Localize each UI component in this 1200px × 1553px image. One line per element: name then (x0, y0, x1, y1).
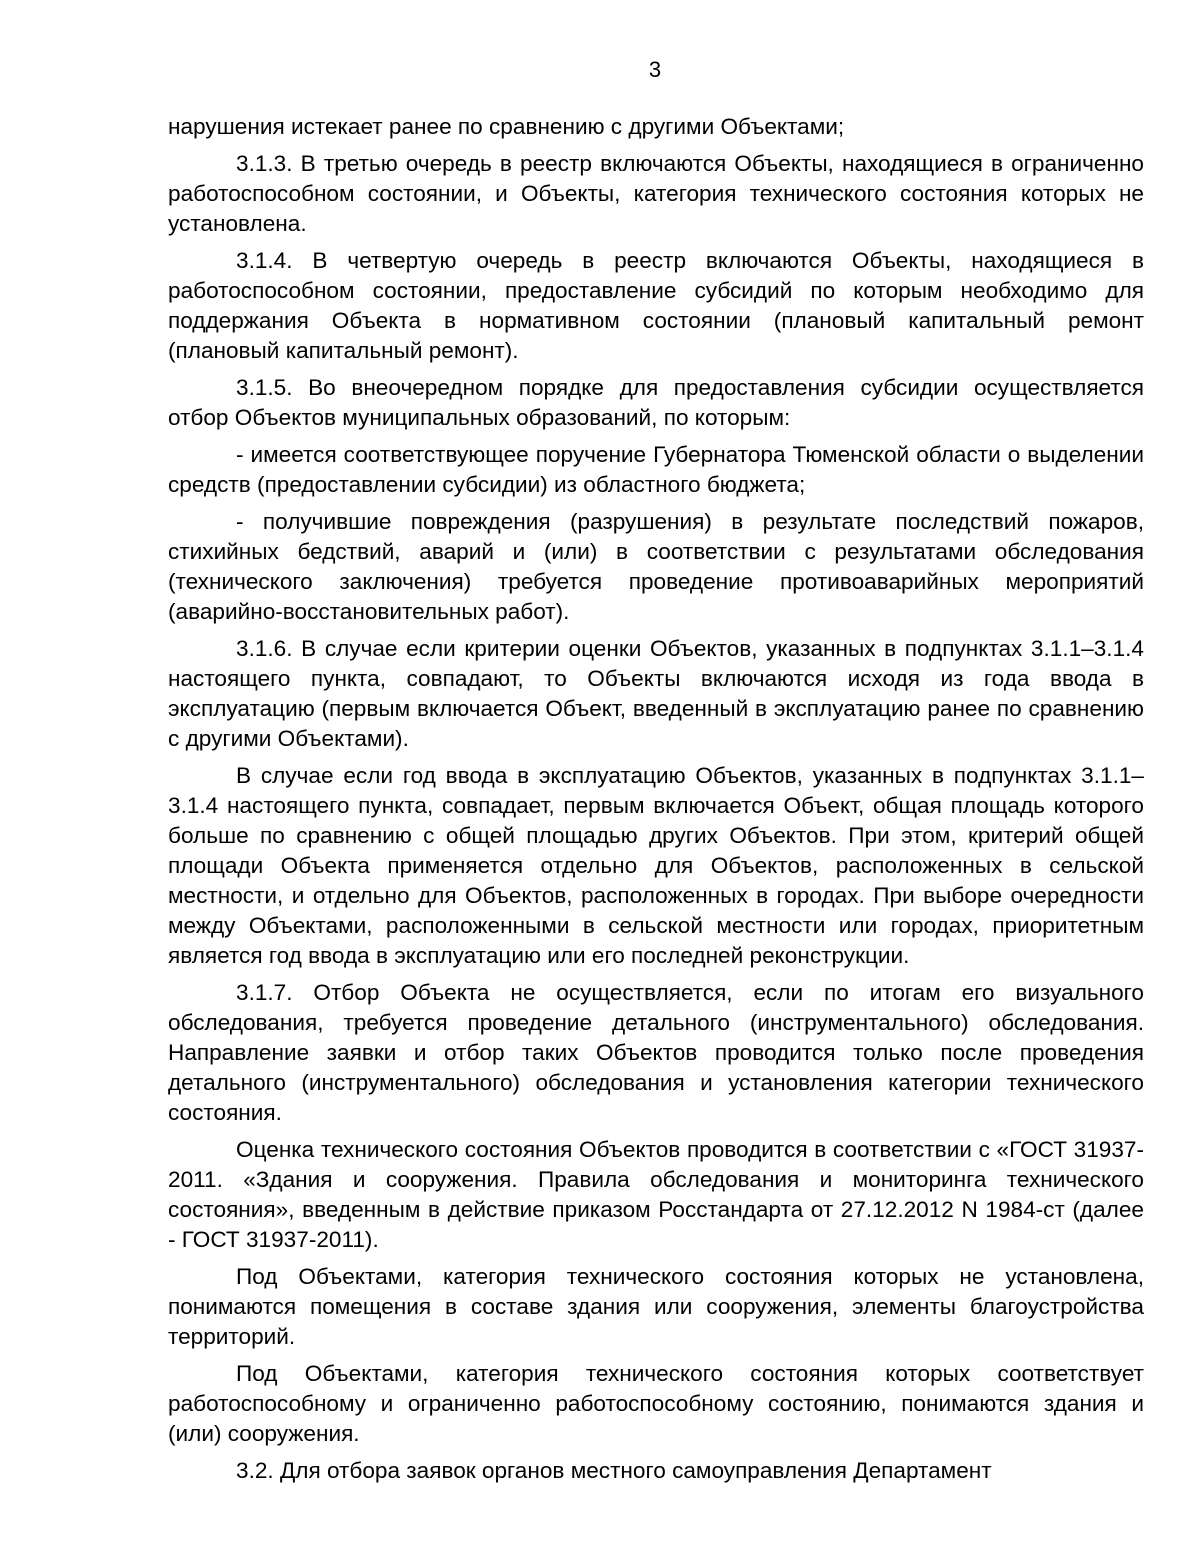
paragraph-3-1-3: 3.1.3. В третью очередь в реестр включаются Объекты, находящиеся в ограниченно работоспособном состоянии, и Объекты, категория технического состояния которых не установлена. (168, 151, 1144, 236)
paragraph-3-1-6: 3.1.6. В случае если критерии оценки Объектов, указанных в подпунктах 3.1.1–3.1.4 настоящего пункта, совпадают, то Объекты включаются исходя из года ввода в эксплуатацию (первым включается Объект, введенный в эксплуатацию ранее по сравнению с другими Объектами). (168, 636, 1144, 751)
document-body (168, 112, 1144, 1493)
paragraph-3-1-5-item-1: - имеется соответствующее поручение Губернатора Тюменской области о выделении средств (предоставлении субсидии) из областного бюджета; (168, 442, 1144, 497)
paragraph-3-1-6-continued: В случае если год ввода в эксплуатацию Объектов, указанных в подпунктах 3.1.1–3.1.4 настоящего пункта, совпадает, первым включается Объект, общая площадь которого больше по сравнению с общей площадью других Объектов. При этом, критерий общей площади Объекта применяется отдельно для Объектов, расположенных в сельской местности, и отдельно для Объектов, расположенных в городах. При выборе очередности между Объектами, расположенными в сельской местности или городах, приоритетным является год ввода в эксплуатацию или его последней реконструкции. (168, 763, 1144, 968)
paragraph-continuation: нарушения истекает ранее по сравнению с другими Объектами; (168, 114, 845, 139)
paragraph-3-1-4: 3.1.4. В четвертую очередь в реестр включаются Объекты, находящиеся в работоспособном состоянии, предоставление субсидий по которым необходимо для поддержания Объекта в нормативном состоянии (плановый капитальный ремонт (плановый капитальный ремонт). (168, 248, 1144, 363)
paragraph-technical-assessment: Оценка технического состояния Объектов проводится в соответствии с «ГОСТ 31937-2011. «Здания и сооружения. Правила обследования и мониторинга технического состояния», введенным в действие приказом Росстандарта от 27.12.2012 N 1984-ст (далее - ГОСТ 31937-2011). (168, 1137, 1144, 1252)
paragraph-3-2: 3.2. Для отбора заявок органов местного самоуправления Департамент (236, 1458, 992, 1483)
page-number: 3 (648, 57, 662, 82)
paragraph-objects-workable: Под Объектами, категория технического состояния которых соответствует работоспособному и ограниченно работоспособному состоянию, понимаются здания и (или) сооружения. (168, 1361, 1144, 1446)
paragraph-3-1-5: 3.1.5. Во внеочередном порядке для предоставления субсидии осуществляется отбор Объектов муниципальных образований, по которым: (168, 375, 1144, 430)
paragraph-3-1-5-item-2: - получившие повреждения (разрушения) в результате последствий пожаров, стихийных бедствий, аварий и (или) в соответствии с результатами обследования (технического заключения) требуется проведение противоаварийных мероприятий (аварийно-восстановительных работ). (168, 509, 1144, 624)
paragraph-objects-not-established: Под Объектами, категория технического состояния которых не установлена, понимаются помещения в составе здания или сооружения, элементы благоустройства территорий. (168, 1264, 1144, 1349)
paragraph-3-1-7: 3.1.7. Отбор Объекта не осуществляется, если по итогам его визуального обследования, требуется проведение детального (инструментального) обследования. Направление заявки и отбор таких Объектов проводится только после проведения детального (инструментального) обследования и установления категории технического состояния. (168, 980, 1144, 1125)
